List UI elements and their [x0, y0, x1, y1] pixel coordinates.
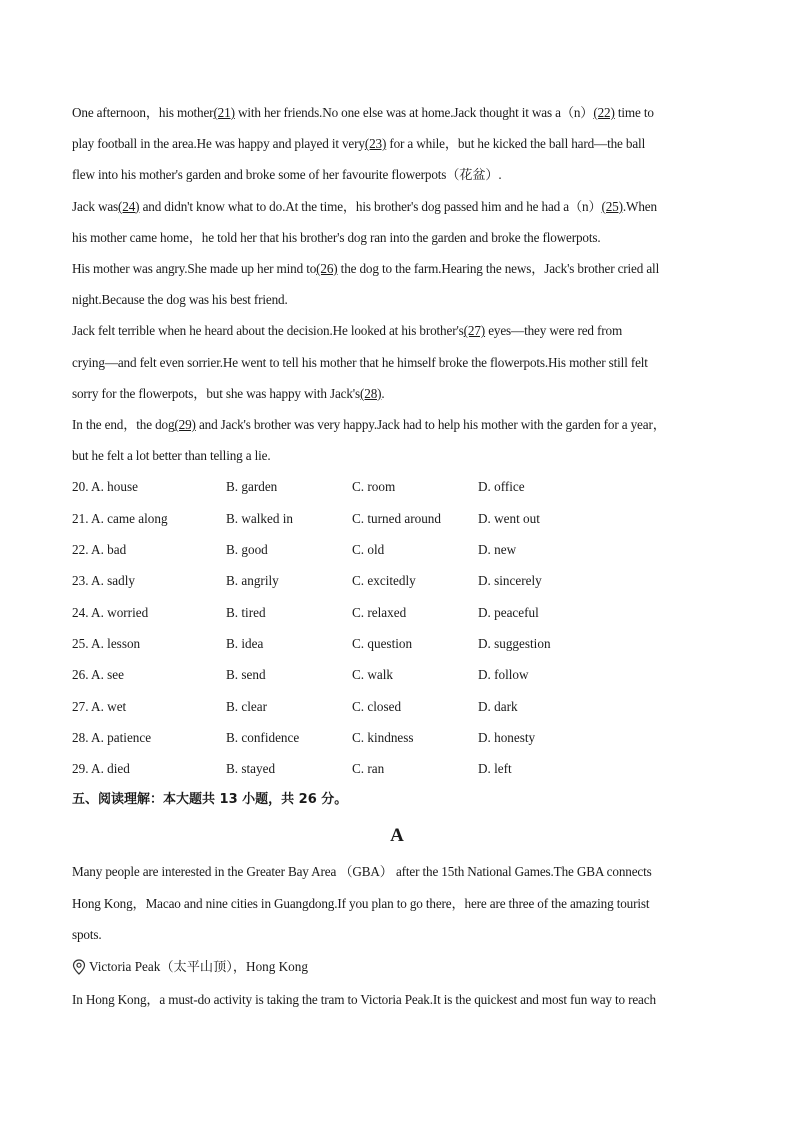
- option-choice: D. suggestion: [478, 635, 551, 651]
- option-choice: C. old: [352, 542, 385, 558]
- passage-line: [72, 97, 722, 128]
- spot-heading: [72, 950, 722, 984]
- option-row: [72, 471, 722, 502]
- passage-text: flew into his mother's garden and broke some of her favourite flowerpots（花盆）.: [72, 167, 502, 183]
- option-choice: 29. A. died: [72, 761, 130, 777]
- passage-text: Jack felt terrible when he heard about the decision.He looked at his brother's: [72, 323, 464, 339]
- passage-text: One afternoon，his mother: [72, 105, 214, 120]
- passage-text: sorry for the flowerpots，but she was happy with Jack's: [72, 385, 361, 401]
- option-choice: B. walked in: [226, 510, 294, 526]
- option-choice: D. new: [478, 542, 517, 558]
- option-choice: 23. A. sadly: [72, 573, 136, 589]
- option-choice: 25. A. lesson: [72, 635, 141, 651]
- option-choice: C. closed: [352, 698, 402, 714]
- document-page: [72, 97, 722, 1015]
- option-choice: D. sincerely: [478, 573, 542, 589]
- passage-line: [72, 191, 722, 222]
- passage-text: Jack was: [72, 198, 119, 214]
- passage-text: eyes—they were red from: [485, 323, 623, 339]
- option-row: [72, 722, 722, 753]
- option-choice: B. idea: [226, 635, 264, 651]
- option-choice: B. clear: [226, 698, 268, 714]
- option-choice: D. went out: [478, 510, 540, 526]
- location-pin-icon: [72, 959, 86, 975]
- option-choice: D. office: [478, 479, 525, 495]
- option-choice: C. relaxed: [352, 604, 407, 620]
- option-choice: C. kindness: [352, 729, 414, 745]
- option-choice: 27. A. wet: [72, 698, 127, 714]
- option-choice: C. ran: [352, 761, 385, 777]
- intro-line: Hong Kong，Macao and nine cities in Guangdong.If you plan to go there，here are three of the amazing tourist: [72, 895, 650, 911]
- option-choice: D. peaceful: [478, 604, 539, 620]
- blank-number: (27): [463, 323, 486, 339]
- cloze-passage: [72, 97, 722, 471]
- option-choice: C. walk: [352, 667, 394, 683]
- passage-line: [72, 347, 722, 378]
- passage-text: His mother was angry.She made up her mind to: [72, 261, 317, 277]
- passage-text: for a while，but he kicked the ball hard—the ball: [386, 136, 646, 152]
- option-choice: B. stayed: [226, 761, 276, 777]
- option-row: [72, 534, 722, 565]
- passage-line: [72, 409, 722, 440]
- blank-number: (28): [360, 385, 382, 401]
- option-choice: B. send: [226, 667, 266, 683]
- blank-number: (24): [118, 198, 140, 214]
- option-choice: 20. A. house: [72, 479, 138, 495]
- option-choice: B. confidence: [226, 729, 300, 745]
- option-choice: D. left: [478, 761, 512, 777]
- passage-text: play football in the area.He was happy and played it very: [72, 136, 365, 152]
- option-row: [72, 628, 722, 659]
- passage-line: [72, 222, 722, 253]
- option-choice: B. good: [226, 542, 268, 558]
- passage-line: [72, 315, 722, 346]
- option-row: [72, 597, 722, 628]
- option-choice: D. follow: [478, 667, 529, 683]
- passage-text: In the end，the dog: [72, 417, 175, 433]
- option-choice: C. question: [352, 635, 413, 651]
- passage-text: the dog to the farm.Hearing the news，Jack's brother cried all: [337, 261, 660, 277]
- option-choice: C. excitedly: [352, 573, 416, 589]
- blank-number: (22): [593, 105, 615, 120]
- intro-line: spots.: [72, 926, 102, 942]
- intro-line: Many people are interested in the Greater Bay Area （GBA） after the 15th National Games.The GBA connects: [72, 864, 652, 880]
- part-title: A: [390, 825, 404, 847]
- blank-number: (29): [174, 417, 196, 433]
- option-choice: D. dark: [478, 698, 518, 714]
- option-choice: B. garden: [226, 479, 278, 495]
- passage-text: with her friends.No one else was at home.Jack thought it was a（n）: [234, 105, 594, 120]
- passage-line: [72, 128, 722, 159]
- passage-text: .When: [622, 198, 657, 214]
- option-choice: 22. A. bad: [72, 542, 127, 558]
- option-choice: 28. A. patience: [72, 729, 152, 745]
- passage-line: [72, 378, 722, 409]
- option-choice: 21. A. came along: [72, 510, 168, 526]
- option-choice: D. honesty: [478, 729, 536, 745]
- passage-line: [72, 284, 722, 315]
- option-choice: B. tired: [226, 604, 266, 620]
- option-choice: C. room: [352, 479, 396, 495]
- passage-line: [72, 253, 722, 284]
- spot-paragraph: In Hong Kong，a must-do activity is taking the tram to Victoria Peak.It is the quickest and most fun way to reach: [72, 992, 656, 1008]
- option-choice: 26. A. see: [72, 667, 125, 683]
- option-choice: 24. A. worried: [72, 604, 149, 620]
- passage-text: crying—and felt even sorrier.He went to tell his mother that he himself broke the flowerpots.His mother still felt: [72, 354, 648, 370]
- passage-line: [72, 159, 722, 190]
- option-choice: C. turned around: [352, 510, 441, 526]
- passage-text: and Jack's brother was very happy.Jack had to help his mother with the garden for a year，: [195, 417, 666, 433]
- passage-text: .: [381, 385, 385, 401]
- blank-number: (21): [213, 105, 235, 120]
- option-row: [72, 659, 722, 690]
- passage-text: but he felt a lot better than telling a lie.: [72, 448, 271, 464]
- intro-paragraph: [72, 856, 722, 950]
- passage-text: time to: [614, 105, 654, 120]
- blank-number: (23): [364, 136, 387, 152]
- passage-text: his mother came home，he told her that his brother's dog ran into the garden and broke the flowerpots.: [72, 229, 601, 245]
- section-heading: 五、阅读理解：本大题共 13 小题，共 26 分。: [72, 792, 348, 808]
- option-row: [72, 503, 722, 534]
- option-row: [72, 691, 722, 722]
- passage-text: and didn't know what to do.At the time，his brother's dog passed him and he had a（n）: [139, 198, 602, 214]
- blank-number: (25): [601, 198, 623, 214]
- passage-line: [72, 440, 722, 471]
- passage-text: night.Because the dog was his best friend.: [72, 292, 288, 308]
- option-list: [72, 471, 722, 784]
- option-row: [72, 565, 722, 596]
- spot-title: Victoria Peak（太平山顶），Hong Kong: [89, 959, 308, 975]
- blank-number: (26): [316, 261, 338, 277]
- option-row: [72, 753, 722, 784]
- option-choice: B. angrily: [226, 573, 279, 589]
